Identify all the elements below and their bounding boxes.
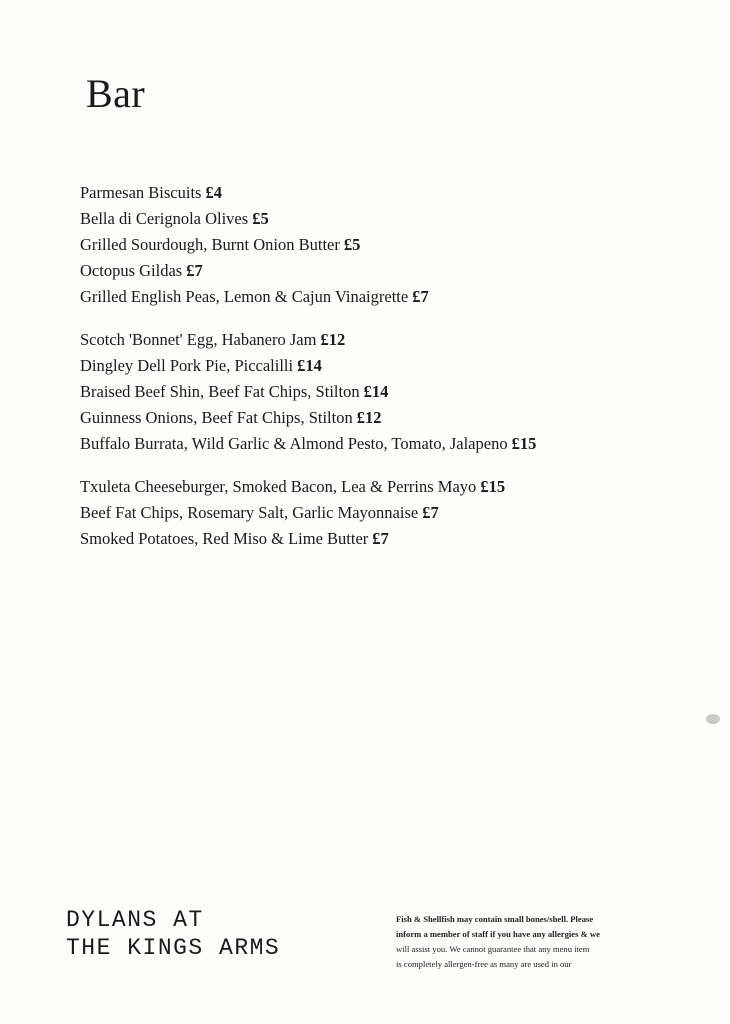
item-price: £14 [363, 382, 389, 401]
item-name: Beef Fat Chips, Rosemary Salt, Garlic Mayonnaise [80, 503, 419, 522]
paper-speck [706, 714, 720, 724]
page-title: Bar [86, 71, 146, 116]
menu-item [80, 327, 700, 353]
item-name: Smoked Potatoes, Red Miso & Lime Butter [80, 529, 369, 548]
menu-item [80, 206, 700, 232]
menu-item [80, 405, 700, 431]
item-name: Braised Beef Shin, Beef Fat Chips, Stilton [80, 382, 360, 401]
restaurant-name [66, 906, 280, 962]
item-name: Buffalo Burrata, Wild Garlic & Almond Pesto, Tomato, Jalapeno [80, 434, 508, 453]
allergen-notice [396, 912, 646, 972]
item-price: £12 [356, 408, 382, 427]
menu-item [80, 474, 700, 500]
item-price: £7 [186, 261, 203, 280]
item-price: £4 [205, 183, 222, 202]
item-price: £12 [320, 330, 346, 349]
menu-item [80, 180, 700, 206]
item-price: £14 [297, 356, 322, 375]
restaurant-name-line: DYLANS AT [66, 907, 204, 933]
item-price: £15 [480, 477, 506, 496]
menu-section-3 [80, 474, 700, 552]
item-price: £5 [252, 209, 269, 228]
item-name: Parmesan Biscuits [80, 183, 202, 202]
allergen-line: Fish & Shellfish may contain small bones/shell. Please [396, 914, 594, 924]
item-name: Grilled English Peas, Lemon & Cajun Vinaigrette [80, 287, 409, 306]
item-name: Guinness Onions, Beef Fat Chips, Stilton [80, 408, 353, 427]
item-price: £7 [372, 529, 389, 548]
item-name: Txuleta Cheeseburger, Smoked Bacon, Lea & Perrins Mayo [80, 477, 477, 496]
allergen-line: inform a member of staff if you have any allergies & we [396, 929, 600, 939]
menu-item [80, 232, 700, 258]
menu-item [80, 379, 700, 405]
menu-item [80, 284, 700, 310]
menu-item [80, 353, 700, 379]
menu-item [80, 258, 700, 284]
restaurant-name-line: THE KINGS ARMS [66, 935, 281, 961]
menu-item [80, 431, 700, 457]
item-name: Grilled Sourdough, Burnt Onion Butter [80, 235, 340, 254]
menu-item [80, 526, 700, 552]
item-price: £7 [412, 287, 429, 306]
menu-section-2 [80, 327, 700, 457]
item-name: Bella di Cerignola Olives [80, 209, 249, 228]
item-name: Dingley Dell Pork Pie, Piccalilli [80, 356, 294, 375]
allergen-line: will assist you. We cannot guarantee that any menu item [396, 944, 590, 954]
allergen-line: is completely allergen-free as many are used in our [396, 959, 572, 969]
item-price: £5 [343, 235, 361, 254]
menu-item [80, 500, 700, 526]
item-name: Octopus Gildas [80, 261, 183, 280]
item-name: Scotch 'Bonnet' Egg, Habanero Jam [80, 330, 317, 349]
item-price: £15 [511, 434, 537, 453]
item-price: £7 [422, 503, 439, 522]
menu-section-1 [80, 180, 700, 310]
menu-list [80, 180, 700, 569]
